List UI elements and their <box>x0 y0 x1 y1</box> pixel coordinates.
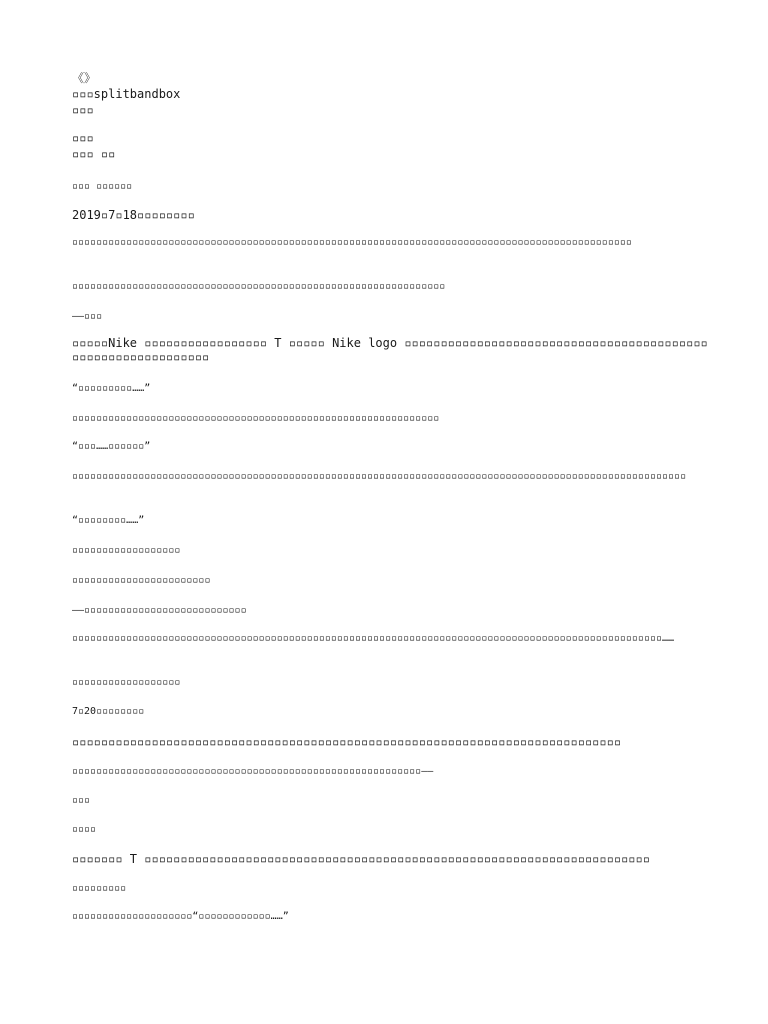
paragraph: ▫▫▫▫▫▫▫▫▫▫▫▫▫▫▫▫▫▫ <box>72 677 181 688</box>
paragraph: ▫▫▫▫▫▫▫ T ▫▫▫▫▫▫▫▫▫▫▫▫▫▫▫▫▫▫▫▫▫▫▫▫▫▫▫▫▫▫▫▫▫▫▫▫▫▫▫▫▫▫▫▫▫▫▫▫▫▫▫▫▫▫▫▫▫▫▫▫▫▫▫▫▫▫▫▫▫▫ <box>72 852 650 866</box>
paragraph: ▫▫▫▫▫▫▫▫▫▫▫▫▫▫▫▫▫▫▫▫“▫▫▫▫▫▫▫▫▫▫▫▫……” <box>72 911 289 922</box>
paragraph: ▫▫▫▫▫▫▫▫▫▫▫▫▫▫▫▫▫▫▫▫▫▫▫▫▫▫▫▫▫▫▫▫▫▫▫▫▫▫▫▫▫▫▫▫▫▫▫▫▫▫▫▫▫▫▫▫▫▫▫▫▫▫▫▫▫▫▫▫▫▫▫▫▫▫▫▫▫▫▫▫▫▫▫▫▫▫▫▫▫▫▫▫▫▫▫▫▫▫…… <box>72 633 675 644</box>
paragraph: ▫▫▫▫▫▫▫▫▫ <box>72 883 127 894</box>
paragraph: ▫▫▫▫▫▫▫▫▫▫▫▫▫▫▫▫▫▫▫▫▫▫▫▫▫▫▫▫▫▫▫▫▫▫▫▫▫▫▫▫▫▫▫▫▫▫▫▫▫▫▫▫▫▫▫▫▫▫—— <box>72 766 434 777</box>
paragraph: ▫▫▫▫▫▫▫▫▫▫▫▫▫▫▫▫▫▫▫▫▫▫▫▫▫▫▫▫▫▫▫▫▫▫▫▫▫▫▫▫▫▫▫▫▫▫▫▫▫▫▫▫▫▫▫▫▫▫▫▫▫▫▫▫▫▫▫▫▫▫▫▫▫▫▫▫▫▫▫▫▫▫▫▫▫▫▫▫▫▫▫▫▫▫▫▫▫▫▫▫▫▫ <box>72 471 687 482</box>
paragraph: ——▫▫▫▫▫▫▫▫▫▫▫▫▫▫▫▫▫▫▫▫▫▫▫▫▫▫▫ <box>72 605 247 616</box>
document-page <box>72 70 712 922</box>
paragraph: ▫▫▫▫▫▫▫▫▫▫▫▫▫▫▫▫▫▫▫▫▫▫▫▫▫▫▫▫▫▫▫▫▫▫▫▫▫▫▫▫▫▫▫▫▫▫▫▫▫▫▫▫▫▫▫▫▫▫▫▫▫ <box>72 413 440 424</box>
paragraph: ▫▫▫▫▫▫▫▫▫▫▫▫▫▫▫▫▫▫▫▫▫▫▫ <box>72 575 211 586</box>
paragraph: 7▫20▫▫▫▫▫▫▫▫ <box>72 706 145 717</box>
author-line: ▫▫▫splitbandbox <box>72 87 181 101</box>
paragraph: ▫▫▫ <box>72 795 91 806</box>
paragraph: ——▫▫▫ <box>72 311 103 322</box>
paragraph: ▫▫▫▫▫▫▫▫▫▫▫▫▫▫▫▫▫▫ <box>72 545 181 556</box>
paragraph: “▫▫▫▫▫▫▫▫……” <box>72 515 145 526</box>
document-header <box>72 70 712 162</box>
header-line-3: ▫▫▫ <box>72 103 94 117</box>
paragraph: ▫▫▫ ▫▫▫▫▫▫ <box>72 181 133 192</box>
paragraph: ▫▫▫▫▫▫▫▫▫▫▫▫▫▫▫▫▫▫▫▫▫▫▫▫▫▫▫▫▫▫▫▫▫▫▫▫▫▫▫▫▫▫▫▫▫▫▫▫▫▫▫▫▫▫▫▫▫▫▫▫▫▫▫▫▫▫▫▫▫▫▫▫▫▫▫▫ <box>72 735 622 749</box>
paragraph: “▫▫▫▫▫▫▫▫▫……” <box>72 383 151 394</box>
header-line-5: ▫▫▫ ▫▫ <box>72 147 116 161</box>
paragraph: 2019▫7▫18▫▫▫▫▫▫▫▫ <box>72 208 195 222</box>
paragraph: “▫▫▫……▫▫▫▫▫▫” <box>72 441 151 452</box>
paragraph: ▫▫▫▫▫Nike ▫▫▫▫▫▫▫▫▫▫▫▫▫▫▫▫▫ T ▫▫▫▫▫ Nike logo ▫▫▫▫▫▫▫▫▫▫▫▫▫▫▫▫▫▫▫▫▫▫▫▫▫▫▫▫▫▫▫▫▫▫▫▫▫▫▫▫▫▫▫▫▫▫▫▫▫▫▫▫▫▫▫▫▫▫▫▫▫ <box>72 336 708 364</box>
paragraph: ▫▫▫▫ <box>72 824 97 835</box>
header-line-4: ▫▫▫ <box>72 131 94 145</box>
title-mark: 《》 <box>72 71 97 85</box>
paragraph: ▫▫▫▫▫▫▫▫▫▫▫▫▫▫▫▫▫▫▫▫▫▫▫▫▫▫▫▫▫▫▫▫▫▫▫▫▫▫▫▫▫▫▫▫▫▫▫▫▫▫▫▫▫▫▫▫▫▫▫▫▫▫ <box>72 281 446 292</box>
paragraph: ▫▫▫▫▫▫▫▫▫▫▫▫▫▫▫▫▫▫▫▫▫▫▫▫▫▫▫▫▫▫▫▫▫▫▫▫▫▫▫▫▫▫▫▫▫▫▫▫▫▫▫▫▫▫▫▫▫▫▫▫▫▫▫▫▫▫▫▫▫▫▫▫▫▫▫▫▫▫▫▫▫▫▫▫▫▫▫▫▫▫▫▫▫ <box>72 237 632 248</box>
